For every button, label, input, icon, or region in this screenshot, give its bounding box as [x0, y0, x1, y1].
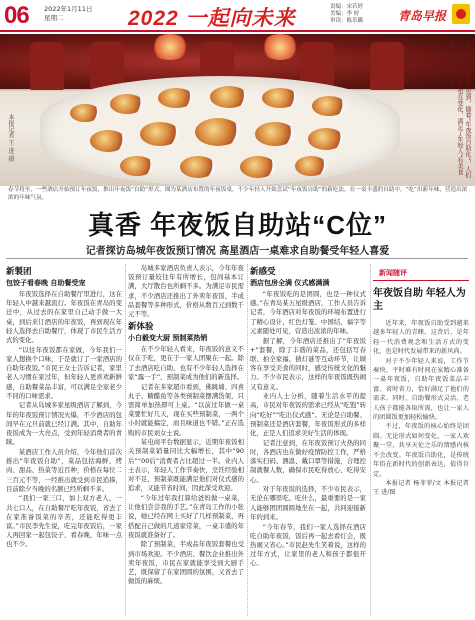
dish-shape — [70, 104, 100, 122]
byline: 本报记者 杨菲菲/文 本报记者 王 进/图 — [373, 479, 469, 497]
paragraph: 记者注意到，在年夜饭预订火热的同时，各酒店也在做好疫情防控工作，严格落实扫码、测温、戴口罩等措施，合理控制就餐人数，确保市民吃得放心、吃得安心。 — [250, 438, 366, 484]
paragraph: 业内人士分析，随着生活水平的提高，市民对年夜饭的需求已经从“吃饱”转向“吃好”“吃出仪式感”。无论是自助餐、预制菜还是酒店套餐，年夜饭形式的多样化，正是人们追求美好生活的体现。 — [250, 392, 366, 438]
section-heading: 新製团 — [6, 266, 32, 276]
paragraph: 除了预制菜，半成品年夜饭套餐也受到市场欢迎。不少酒店、餐饮企业推出外卖年夜饭，市民在家就能享受到大厨手艺，既保留了在家团圆的氛围，又省去了做饭的麻烦。 — [128, 540, 244, 586]
photo-credit: 本报记者 王 进 摄 — [7, 114, 14, 162]
paragraph: 对于年夜饭的选择，不少市民表示，无论在哪里吃、吃什么，最重要的是一家人能够团团圆圆地坐在一起，共同迎接新年的到来。 — [250, 485, 366, 521]
section-subheading: 酒店包房全满 仪式感满满 — [250, 279, 330, 287]
commentary-sidebar — [373, 264, 469, 620]
commentary-rule — [373, 280, 469, 281]
dish-shape — [158, 88, 194, 108]
dish-shape — [210, 86, 248, 108]
issue-weekday: 星期二 — [44, 14, 64, 22]
banner-title: 2022 一起向未来 — [128, 7, 296, 30]
paragraph: 某电商平台数据显示，近期年夜饭相关预制菜销量同比大幅增长，其中“90后”“00后”消费者占比超过一半。业内人士表示，年轻人工作节奏快，烹饪经验相对不足，预制菜既能满足他们对仪式感的追求，又能节省时间，因此深受欢迎。 — [128, 438, 244, 493]
page-header — [0, 0, 475, 32]
paragraph: 不过，年夜饭的核心始终是团圆。无论形式如何变化，一家人欢聚一堂、共享天伦之乐的情感内核不会改变。年夜饭自助化，是传统年俗在新时代的创新表达，值得肯定。 — [373, 423, 469, 478]
chair-shape — [370, 42, 404, 90]
commentary-tag: 新闻随评 — [379, 269, 407, 277]
paragraph: 在不少年轻人看来，年夜饭的意义不仅在于吃，更在于一家人团聚在一起。除了去酒店吃自助，也有不少年轻人选择在家“露一手”，预制菜成为他们的新选择。 — [128, 345, 244, 381]
dish-shape — [90, 130, 126, 152]
headline-rule — [6, 258, 468, 259]
section-heading: 新体验 — [128, 321, 154, 332]
paragraph: 对于不少年轻人来说，工作节奏快，平时难有时间在家精心准备一桌年夜饭，自助年夜饭菜品丰富、省时省力，恰好满足了他们的需求。同时，自助餐形式灵活，老人孩子都能各取所需，也让一家人的团圆饭更加轻松愉快。 — [373, 357, 469, 422]
paragraph: “以往年夜饭都在家做，今年我们一家人想换个口味，于是就订了一家酒店的自助年夜饭。”市民王女士告诉记者，家里老人习惯在家过年，但年轻人更喜欢新鲜感，自助餐菜品丰富，可以满足全家老少不同的口味需求。 — [6, 345, 122, 400]
section-heading: 新感受 — [250, 266, 276, 276]
dish-shape — [110, 94, 144, 114]
dish-shape — [140, 122, 180, 146]
article-column-3 — [250, 264, 366, 620]
paragraph: “我们一家三口，加上双方老人，一共七口人，在自助餐厅吃年夜饭，省去了在家准备饭菜的辛苦，还能吃得更丰富。”市民李先生说，吃完年夜饭后，一家人再回家一起包饺子、看春晚，年味一点也不少。 — [6, 494, 122, 549]
photo-side-text: 高立琛、闻记现场见到，随着“年夜饭自助化”，人们对“团圆饭”的想象也在变化，满足了年轻人“有美食更有趣味”的需要。 — [448, 40, 471, 179]
commentary-body — [373, 319, 469, 498]
paragraph: “年夜饭吃的是团圆，也是一种仪式感。”在青岛某五星级酒店，工作人员告诉记者，今年酒店对年夜饭的环境布置进行了精心设计，红色灯笼、中国结、福字等元素随处可见，营造出浓浓的年味。 — [250, 290, 366, 335]
dish-shape — [240, 156, 276, 178]
dish-shape — [120, 156, 154, 176]
column-divider — [125, 264, 126, 616]
chair-shape — [30, 42, 64, 90]
paragraph: 记者从岛城多家星级酒店了解到，今年的年夜饭预订情况火爆，不少酒店的包间早在元旦前就已经订满。其中，自助年夜饭成为一大亮点，受到年轻消费者的青睐。 — [6, 401, 122, 447]
paragraph: 近年来，年夜饭自助受到越来越多年轻人的青睐。这背后，是年轻一代消费观念和生活方式的变化，也是时代发展带来的新风尚。 — [373, 320, 469, 356]
paragraph: 某酒店工作人员介绍，今年他们首次推出“年夜饭自助”，菜品包括海鲜、烤肉、甜品、热菜等近百种，价格在每位二三百元不等，一经推出就受到市民追捧，目前除夕当晚的名额已经所剩不多。 — [6, 447, 122, 493]
dish-shape — [262, 88, 298, 108]
column-divider — [247, 264, 248, 616]
section-subheading: 包饺子看春晚 自助餐受宠 — [6, 279, 86, 287]
section-banner — [128, 2, 308, 28]
dish-shape — [255, 122, 295, 146]
issue-date: 2022年1月11日 — [44, 5, 93, 13]
lantern-icon — [150, 34, 190, 60]
paragraph: 据了解，今年酒店还推出了“年夜饭+”套餐，除了丰盛的菜品，还包括写春联、拍全家福、猜灯谜等互动环节，让顾客在享受美食的同时，感受传统文化的魅力。不少市民表示，这样的年夜饭既热闹又有意义。 — [250, 336, 366, 391]
dish-shape — [180, 156, 216, 178]
dish-shape — [295, 156, 327, 176]
editor-line: 责编：宋若婷 — [330, 4, 364, 10]
column-divider — [370, 264, 371, 616]
date-block — [44, 5, 92, 23]
page-number: 06 — [4, 2, 29, 29]
photo-caption: 春节将至，一些酒店开始预订年夜饭，推出年夜饭“自助”形式。图为某酒店布置的年夜饭桌，不少年轻人开始尝试“年夜饭自助”的新吃法，在一桌丰盛的自助中，“吃”出新年味，营造出浓浓的年味气氛。 — [8, 187, 468, 201]
logo-badge-icon — [452, 4, 470, 24]
proofreader-line: 审读：陈乐璐 — [330, 18, 364, 24]
article-column-1 — [6, 264, 122, 620]
paragraph: 岛城多家酒店负责人表示，今年年夜饭预订量较往年有所增长，包间基本订满，大厅散台也所剩不多。为满足市民需求，不少酒店还推出了外卖年夜饭、半成品套餐等多种形式，价格从数百元到数千元不等。 — [128, 264, 244, 319]
editors-block — [330, 4, 363, 25]
photo-side-note — [440, 34, 475, 186]
sub-headline: 记者探访岛城年夜饭预订情况 高星酒店一桌难求自助餐受年轻人喜爱 — [85, 246, 390, 257]
paragraph: “今年春节，我们一家人选择在酒店吃自助年夜饭，饭后再一起去看灯会，既热闹又省心。”市民赵先生笑着说，这样的过年方式，让家里的老人和孩子都很开心。 — [250, 522, 366, 568]
section-subheading: 小白毅变大厨 预制菜热销 — [128, 334, 208, 343]
banquet-table — [40, 76, 400, 186]
dish-shape — [312, 96, 346, 116]
article-column-2 — [128, 264, 244, 620]
paragraph: 记者在多家超市看到，佛跳墙、四喜丸子、糖醋鱼等各类预制菜摆满货架，只需简单加热即可上桌。“以前过年做一桌菜要忙好几天，现在买些预制菜，一两个小时就能搞定，而且味道也不错。”正在选购的市民刘女士说。 — [128, 382, 244, 437]
dish-shape — [195, 118, 241, 146]
commentary-title: 年夜饭自助 年轻人为主 — [373, 288, 466, 312]
paragraph: 年夜饭选择在自助餐厅里进行，这在年轻人中越来越流行。年夜饭在青岛的变迁中，从过去的在家里自己动手做一大桌，到后来订酒店的年夜饭，再到现在年轻人选择去自助餐厅，体现了市民生活方式的变化。 — [6, 290, 122, 345]
feature-photo — [0, 34, 475, 186]
newspaper-logo: 青岛早报 — [398, 9, 447, 23]
paragraph: “今年过年我打算给爸妈做一桌菜，让他们尝尝我的手艺。”在青岛工作的小张说，她已经在网上买好了几样预制菜，再搭配自己做的几道家常菜，一桌丰盛的年夜饭就准备好了。 — [128, 493, 244, 539]
lantern-icon — [260, 34, 300, 60]
designer-line: 美编：李 婷 — [330, 11, 360, 17]
main-headline: 真香 年夜饭自助站“C位” — [87, 210, 387, 240]
dish-shape — [308, 128, 344, 150]
